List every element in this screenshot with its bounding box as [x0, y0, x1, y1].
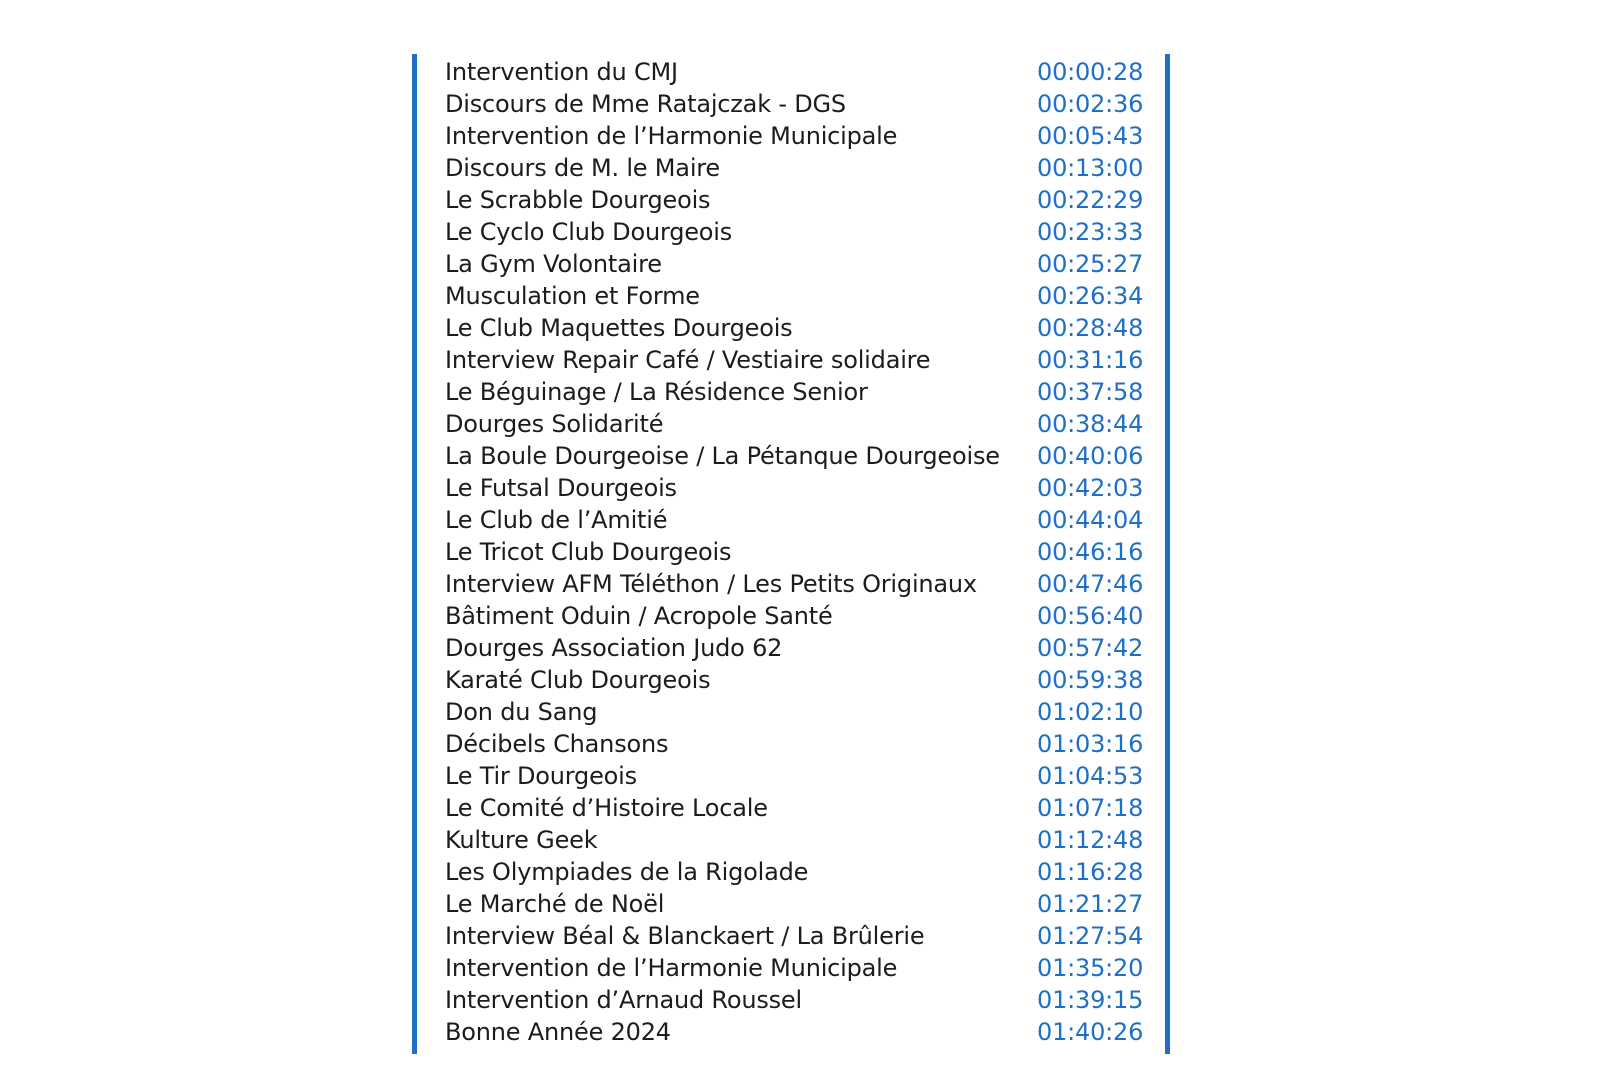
- chapter-row: [445, 472, 1157, 504]
- chapter-timestamp[interactable]: 01:21:27: [1037, 890, 1144, 918]
- chapter-timestamp[interactable]: 01:35:20: [1037, 954, 1144, 982]
- chapter-title: Intervention de l’Harmonie Municipale: [445, 954, 898, 982]
- chapter-title: La Gym Volontaire: [445, 250, 662, 278]
- chapter-row: [445, 184, 1157, 216]
- chapter-title: La Boule Dourgeoise / La Pétanque Dourgeoise: [445, 442, 1000, 470]
- chapter-row: [445, 600, 1157, 632]
- chapter-row: [445, 504, 1157, 536]
- chapter-row: [445, 88, 1157, 120]
- chapter-title: Le Club de l’Amitié: [445, 506, 668, 534]
- chapter-title: Le Scrabble Dourgeois: [445, 186, 711, 214]
- chapter-timestamp[interactable]: 00:25:27: [1037, 250, 1144, 278]
- chapter-row: [445, 152, 1157, 184]
- chapter-timestamp[interactable]: 01:07:18: [1037, 794, 1144, 822]
- chapter-row: [445, 1016, 1157, 1048]
- chapter-timestamp[interactable]: 01:02:10: [1037, 698, 1144, 726]
- chapter-title: Intervention du CMJ: [445, 58, 678, 86]
- chapter-row: [445, 536, 1157, 568]
- chapter-title: Les Olympiades de la Rigolade: [445, 858, 809, 886]
- chapter-title: Musculation et Forme: [445, 282, 700, 310]
- chapter-title: Discours de Mme Ratajczak - DGS: [445, 90, 846, 118]
- chapter-timestamp[interactable]: 01:03:16: [1037, 730, 1144, 758]
- chapter-title: Bonne Année 2024: [445, 1018, 671, 1046]
- chapter-timestamp[interactable]: 00:26:34: [1037, 282, 1144, 310]
- chapter-title: Le Tricot Club Dourgeois: [445, 538, 732, 566]
- chapter-title: Le Tir Dourgeois: [445, 762, 637, 790]
- chapter-row: [445, 824, 1157, 856]
- chapter-timestamp[interactable]: 01:39:15: [1037, 986, 1144, 1014]
- chapter-timestamp[interactable]: 00:40:06: [1037, 442, 1144, 470]
- chapter-timestamp[interactable]: 00:00:28: [1037, 58, 1144, 86]
- chapter-row: [445, 920, 1157, 952]
- chapter-timestamp[interactable]: 01:40:26: [1037, 1018, 1144, 1046]
- chapter-title: Don du Sang: [445, 698, 598, 726]
- chapter-row: [445, 216, 1157, 248]
- chapter-timestamp[interactable]: 00:59:38: [1037, 666, 1144, 694]
- chapter-title: Intervention de l’Harmonie Municipale: [445, 122, 898, 150]
- chapter-list-frame: [412, 54, 1170, 1054]
- chapter-timestamp[interactable]: 00:42:03: [1037, 474, 1144, 502]
- chapter-row: [445, 376, 1157, 408]
- chapter-title: Dourges Association Judo 62: [445, 634, 783, 662]
- chapter-row: [445, 856, 1157, 888]
- chapter-row: [445, 984, 1157, 1016]
- chapter-row: [445, 568, 1157, 600]
- chapter-title: Interview Repair Café / Vestiaire solidaire: [445, 346, 931, 374]
- left-accent-bar: [412, 54, 417, 1054]
- chapter-title: Karaté Club Dourgeois: [445, 666, 711, 694]
- chapter-timestamp[interactable]: 00:22:29: [1037, 186, 1144, 214]
- chapter-title: Le Béguinage / La Résidence Senior: [445, 378, 868, 406]
- chapter-timestamp[interactable]: 01:04:53: [1037, 762, 1144, 790]
- chapter-title: Le Comité d’Histoire Locale: [445, 794, 768, 822]
- chapter-row: [445, 760, 1157, 792]
- chapter-title: Bâtiment Oduin / Acropole Santé: [445, 602, 833, 630]
- chapter-row: [445, 344, 1157, 376]
- chapter-title: Interview Béal & Blanckaert / La Brûlerie: [445, 922, 925, 950]
- chapter-row: [445, 280, 1157, 312]
- chapter-row: [445, 728, 1157, 760]
- chapter-timestamp[interactable]: 00:46:16: [1037, 538, 1144, 566]
- chapter-title: Le Cyclo Club Dourgeois: [445, 218, 733, 246]
- chapter-timestamp[interactable]: 00:56:40: [1037, 602, 1144, 630]
- chapter-row: [445, 888, 1157, 920]
- chapter-row: [445, 632, 1157, 664]
- chapter-timestamp[interactable]: 01:16:28: [1037, 858, 1144, 886]
- chapter-timestamp[interactable]: 00:44:04: [1037, 506, 1144, 534]
- chapter-title: Le Club Maquettes Dourgeois: [445, 314, 793, 342]
- chapter-row: [445, 408, 1157, 440]
- chapter-row: [445, 56, 1157, 88]
- chapter-timestamp[interactable]: 01:27:54: [1037, 922, 1144, 950]
- chapter-row: [445, 792, 1157, 824]
- chapter-timestamp[interactable]: 00:05:43: [1037, 122, 1144, 150]
- chapter-timestamp[interactable]: 00:02:36: [1037, 90, 1144, 118]
- chapter-title: Intervention d’Arnaud Roussel: [445, 986, 802, 1014]
- chapter-row: [445, 952, 1157, 984]
- chapter-row: [445, 120, 1157, 152]
- chapter-title: Interview AFM Téléthon / Les Petits Originaux: [445, 570, 977, 598]
- chapter-row: [445, 440, 1157, 472]
- chapter-title: Le Marché de Noël: [445, 890, 665, 918]
- chapter-title: Décibels Chansons: [445, 730, 669, 758]
- chapter-title: Le Futsal Dourgeois: [445, 474, 677, 502]
- chapter-timestamp[interactable]: 00:47:46: [1037, 570, 1144, 598]
- chapter-timestamp[interactable]: 00:31:16: [1037, 346, 1144, 374]
- chapter-row: [445, 664, 1157, 696]
- chapter-timestamp[interactable]: 00:37:58: [1037, 378, 1144, 406]
- chapter-row: [445, 696, 1157, 728]
- chapter-timestamp[interactable]: 01:12:48: [1037, 826, 1144, 854]
- chapter-timestamp[interactable]: 00:13:00: [1037, 154, 1144, 182]
- right-accent-bar: [1165, 54, 1170, 1054]
- chapter-title: Kulture Geek: [445, 826, 598, 854]
- chapter-timestamp[interactable]: 00:28:48: [1037, 314, 1144, 342]
- chapter-title: Discours de M. le Maire: [445, 154, 720, 182]
- chapter-timestamp[interactable]: 00:38:44: [1037, 410, 1144, 438]
- chapter-list: [445, 56, 1157, 1048]
- chapter-row: [445, 248, 1157, 280]
- chapter-title: Dourges Solidarité: [445, 410, 664, 438]
- chapter-timestamp[interactable]: 00:23:33: [1037, 218, 1144, 246]
- chapter-row: [445, 312, 1157, 344]
- chapter-timestamp[interactable]: 00:57:42: [1037, 634, 1144, 662]
